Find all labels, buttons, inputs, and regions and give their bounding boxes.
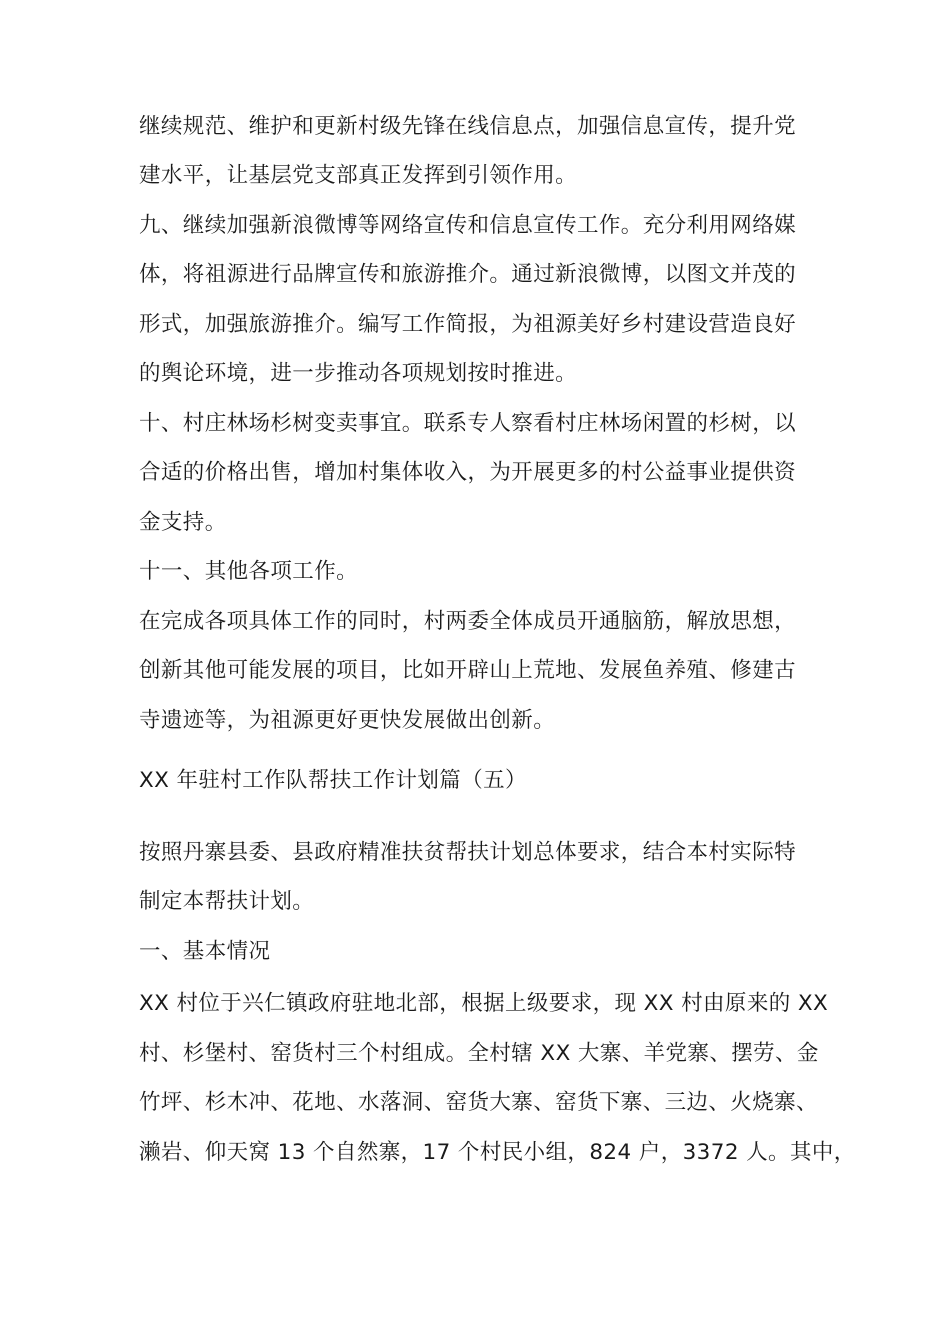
section-heading: 一、基本情况 [139,939,271,964]
paragraph-line: 的舆论环境，进一步推动各项规划按时推进。 [139,361,578,386]
section-title: XX 年驻村工作队帮扶工作计划篇（五） [139,768,527,793]
paragraph-line: 制定本帮扶计划。 [139,889,315,914]
paragraph-line: 按照丹寨县委、县政府精准扶贫帮扶计划总体要求，结合本村实际特 [139,840,797,865]
paragraph-line: 合适的价格出售，增加村集体收入，为开展更多的村公益事业提供资 [139,460,797,485]
paragraph-line: 形式，加强旅游推介。编写工作简报，为祖源美好乡村建设营造良好 [139,312,797,337]
paragraph-line: 十一、其他各项工作。 [139,559,359,584]
paragraph-line: XX 村位于兴仁镇政府驻地北部，根据上级要求，现 XX 村由原来的 XX [139,991,829,1016]
paragraph-line: 村、杉堡村、窑货村三个村组成。全村辖 XX 大寨、羊党寨、摆劳、金 [139,1041,819,1066]
paragraph-line: 濑岩、仰天窝 13 个自然寨，17 个村民小组，824 户，3372 人。其中， [139,1140,856,1165]
paragraph-line: 在完成各项具体工作的同时，村两委全体成员开通脑筋，解放思想， [139,609,797,634]
paragraph-line: 金支持。 [139,510,227,535]
paragraph-line: 创新其他可能发展的项目，比如开辟山上荒地、发展鱼养殖、修建古 [139,658,797,683]
paragraph-line: 十、村庄林场杉树变卖事宜。联系专人察看村庄林场闲置的杉树，以 [139,411,797,436]
paragraph-line: 寺遗迹等，为祖源更好更快发展做出创新。 [139,708,556,733]
paragraph-line: 继续规范、维护和更新村级先锋在线信息点，加强信息宣传，提升党 [139,114,797,139]
paragraph-line: 九、继续加强新浪微博等网络宣传和信息宣传工作。充分利用网络媒 [139,213,797,238]
paragraph-line: 建水平，让基层党支部真正发挥到引领作用。 [139,163,578,188]
paragraph-line: 体，将祖源进行品牌宣传和旅游推介。通过新浪微博，以图文并茂的 [139,262,797,287]
paragraph-line: 竹坪、杉木冲、花地、水落洞、窑货大寨、窑货下寨、三边、火烧寨、 [139,1090,818,1115]
